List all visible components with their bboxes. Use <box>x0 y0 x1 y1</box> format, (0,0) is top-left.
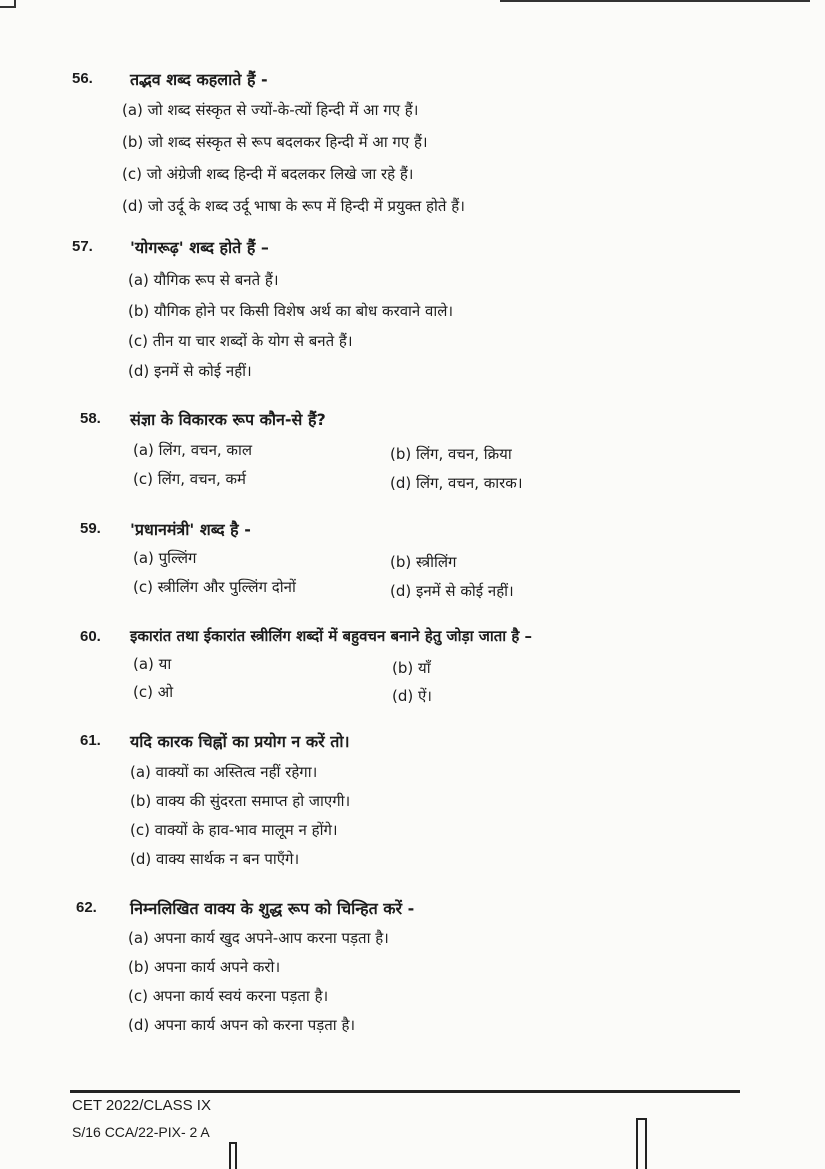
option-a: (a) अपना कार्य खुद अपने-आप करना पड़ता है। <box>128 929 389 947</box>
top-rule <box>500 0 810 2</box>
scan-mark-small <box>229 1142 237 1169</box>
scan-mark-bar <box>636 1118 647 1169</box>
option-d: (d) ऐं। <box>392 687 432 705</box>
option-d: (d) वाक्य सार्थक न बन पाएँगे। <box>130 850 300 868</box>
option-b: (b) याँ <box>392 659 431 677</box>
option-c: (c) अपना कार्य स्वयं करना पड़ता है। <box>128 987 329 1005</box>
option-d: (d) लिंग, वचन, कारक। <box>390 474 523 492</box>
question-number: 57. <box>72 238 93 255</box>
question-number: 60. <box>80 628 101 645</box>
option-d: (d) इनमें से कोई नहीं। <box>390 582 514 600</box>
question-text: संज्ञा के विकारक रूप कौन-से हैं? <box>130 410 326 429</box>
option-d: (d) अपना कार्य अपन को करना पड़ता है। <box>128 1016 356 1034</box>
option-a: (a) या <box>133 655 172 673</box>
option-a: (a) यौगिक रूप से बनते हैं। <box>128 271 279 289</box>
option-c: (c) तीन या चार शब्दों के योग से बनते हैं। <box>128 332 353 350</box>
question-text: यदि कारक चिह्नों का प्रयोग न करें तो। <box>130 732 350 751</box>
question-text: इकारांत तथा ईकारांत स्त्रीलिंग शब्दों में बहुवचन बनाने हेतु जोड़ा जाता है – <box>130 627 533 645</box>
option-b: (b) वाक्य की सुंदरता समाप्त हो जाएगी। <box>130 792 351 810</box>
option-d: (d) इनमें से कोई नहीं। <box>128 362 252 380</box>
option-b: (b) यौगिक होने पर किसी विशेष अर्थ का बोध करवाने वाले। <box>128 302 454 320</box>
footer-code: S/16 CCA/22-PIX- 2 A <box>72 1124 210 1140</box>
option-c: (c) जो अंग्रेजी शब्द हिन्दी में बदलकर लिखे जा रहे हैं। <box>122 165 414 183</box>
option-d: (d) जो उर्दू के शब्द उर्दू भाषा के रूप में हिन्दी में प्रयुक्त होते हैं। <box>122 197 465 215</box>
option-a: (a) वाक्यों का अस्तित्व नहीं रहेगा। <box>130 763 318 781</box>
question-number: 61. <box>80 732 101 749</box>
question-text: 'प्रधानमंत्री' शब्द है - <box>130 520 251 539</box>
footer-exam-title: CET 2022/CLASS IX <box>72 1097 211 1114</box>
question-number: 56. <box>72 70 93 87</box>
option-b: (b) अपना कार्य अपने करो। <box>128 958 281 976</box>
question-text: 'योगरूढ़' शब्द होते हैं – <box>130 238 269 257</box>
option-b: (b) स्त्रीलिंग <box>390 553 457 571</box>
footer-rule <box>70 1090 740 1093</box>
question-text: निम्नलिखित वाक्य के शुद्ध रूप को चिन्हित करें - <box>130 899 415 918</box>
option-c: (c) ओ <box>133 683 174 701</box>
option-a: (a) जो शब्द संस्कृत से ज्यों-के-त्यों हिन्दी में आ गए हैं। <box>122 101 419 119</box>
option-c: (c) स्त्रीलिंग और पुल्लिंग दोनों <box>133 578 296 596</box>
corner-mark <box>0 0 16 8</box>
question-number: 58. <box>80 410 101 427</box>
option-a: (a) लिंग, वचन, काल <box>133 441 253 459</box>
question-text: तद्भव शब्द कहलाते हैं - <box>130 70 268 89</box>
option-c: (c) वाक्यों के हाव-भाव मालूम न होंगे। <box>130 821 338 839</box>
question-number: 62. <box>76 899 97 916</box>
option-b: (b) जो शब्द संस्कृत से रूप बदलकर हिन्दी में आ गए हैं। <box>122 133 428 151</box>
option-b: (b) लिंग, वचन, क्रिया <box>390 445 512 463</box>
option-a: (a) पुल्लिंग <box>133 549 197 567</box>
question-number: 59. <box>80 520 101 537</box>
option-c: (c) लिंग, वचन, कर्म <box>133 470 246 488</box>
